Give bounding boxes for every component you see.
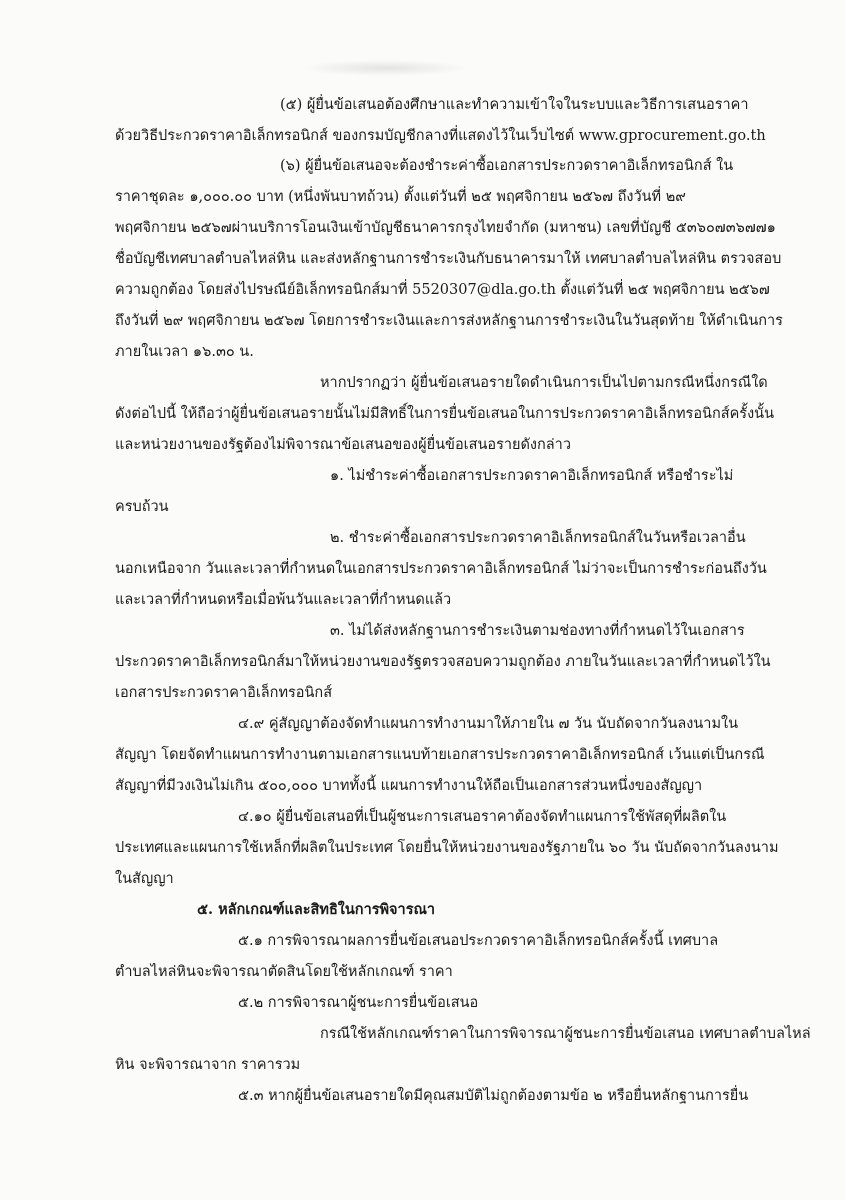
text-line: ราคาชุดละ ๑,๐๐๐.๐๐ บาท (หนึ่งพันบาทถ้วน) ตั้งแต่วันที่ ๒๕ พฤศจิกายน ๒๕๖๗ ถึงวันที่ ๒๙ [115, 189, 686, 205]
text-line: ๕.๓ หากผู้ยื่นข้อเสนอรายใดมีคุณสมบัติไม่ถูกต้องตามข้อ ๒ หรือยื่นหลักฐานการยื่น [238, 1088, 749, 1104]
text-line: ด้วยวิธีประกวดราคาอิเล็กทรอนิกส์ ของกรมบัญชีกลางที่แสดงไว้ในเว็บไซต์ www.gprocurement.go.th [115, 128, 766, 144]
section-heading: ๕. หลักเกณฑ์และสิทธิในการพิจารณา [197, 901, 436, 918]
text-line: ๕.๒ การพิจารณาผู้ชนะการยื่นข้อเสนอ [238, 995, 479, 1011]
text-line: ๕.๑ การพิจารณาผลการยื่นข้อเสนอประกวดราคาอิเล็กทรอนิกส์ครั้งนี้ เทศบาล [238, 933, 719, 949]
text-line: ประกวดราคาอิเล็กทรอนิกส์มาให้หน่วยงานของรัฐตรวจสอบความถูกต้อง ภายในวันและเวลาที่กำหนดไว้ใน [115, 654, 771, 670]
text-line: และหน่วยงานของรัฐต้องไม่พิจารณาข้อเสนอของผู้ยื่นข้อเสนอรายดังกล่าว [115, 437, 571, 453]
text-line: พฤศจิกายน ๒๕๖๗ผ่านบริการโอนเงินเข้าบัญชีธนาคารกรุงไทยจำกัด (มหาชน) เลขที่บัญชี ๕๓๖๐๗๓๖๗๗๑ [115, 220, 776, 236]
text-line: กรณีใช้หลักเกณฑ์ราคาในการพิจารณาผู้ชนะการยื่นข้อเสนอ เทศบาลตำบลไหล่ [320, 1026, 811, 1042]
text-line: ตำบลไหล่หินจะพิจารณาตัดสินโดยใช้หลักเกณฑ์ ราคา [115, 964, 453, 980]
text-line: หากปรากฏว่า ผู้ยื่นข้อเสนอรายใดดำเนินการเป็นไปตามกรณีหนึ่งกรณีใด [320, 375, 768, 391]
text-line: (๕) ผู้ยื่นข้อเสนอต้องศึกษาและทำความเข้าใจในระบบและวิธีการเสนอราคา [280, 97, 749, 113]
text-line: ๑. ไม่ชำระค่าซื้อเอกสารประกวดราคาอิเล็กทรอนิกส์ หรือชำระไม่ [330, 468, 734, 484]
text-line: ครบถ้วน [115, 499, 169, 515]
text-line: สัญญาที่มีวงเงินไม่เกิน ๕๐๐,๐๐๐ บาททั้งนี้ แผนการทำงานให้ถือเป็นเอกสารส่วนหนึ่งของสัญญา [115, 778, 703, 794]
text-line: เอกสารประกวดราคาอิเล็กทรอนิกส์ [115, 685, 333, 701]
text-line: ความถูกต้อง โดยส่งไปรษณีย์อิเล็กทรอนิกส์มาที่ 5520307@dla.go.th ตั้งแต่วันที่ ๒๕ พฤศจิกายน ๒๕๖๗ [115, 282, 770, 298]
text-line: ๓. ไม่ได้ส่งหลักฐานการชำระเงินตามช่องทางที่กำหนดไว้ในเอกสาร [330, 623, 745, 639]
text-line: หิน จะพิจารณาจาก ราคารวม [115, 1057, 301, 1073]
text-line: ๒. ชำระค่าซื้อเอกสารประกวดราคาอิเล็กทรอนิกส์ในวันหรือเวลาอื่น [330, 530, 746, 546]
text-line: สัญญา โดยจัดทำแผนการทำงานตามเอกสารแนบท้ายเอกสารประกวดราคาอิเล็กทรอนิกส์ เว้นแต่เป็นกรณี [115, 747, 765, 763]
text-line: (๖) ผู้ยื่นข้อเสนอจะต้องชำระค่าซื้อเอกสารประกวดราคาอิเล็กทรอนิกส์ ใน [280, 158, 734, 174]
text-line: นอกเหนือจาก วันและเวลาที่กำหนดในเอกสารประกวดราคาอิเล็กทรอนิกส์ ไม่ว่าจะเป็นการชำระก่อนถึงวัน [115, 561, 767, 577]
text-line: ประเทศและแผนการใช้เหล็กที่ผลิตในประเทศ โดยยื่นให้หน่วยงานของรัฐภายใน ๖๐ วัน นับถัดจากวันลงนาม [115, 840, 779, 856]
text-line: ถึงวันที่ ๒๙ พฤศจิกายน ๒๕๖๗ โดยการชำระเงินและการส่งหลักฐานการชำระเงินในวันสุดท้าย ให้ดำเนินการ [115, 313, 783, 329]
text-line: ชื่อบัญชีเทศบาลตำบลไหล่หิน และส่งหลักฐานการชำระเงินกับธนาคารมาให้ เทศบาลตำบลไหล่หิน ตรวจสอบ [115, 251, 782, 267]
text-line: ภายในเวลา ๑๖.๓๐ น. [115, 344, 254, 360]
text-line: ๔.๙ คู่สัญญาต้องจัดทำแผนการทำงานมาให้ภายใน ๗ วัน นับถัดจากวันลงนามใน [238, 716, 738, 732]
text-line: ๔.๑๐ ผู้ยื่นข้อเสนอที่เป็นผู้ชนะการเสนอราคาต้องจัดทำแผนการใช้พัสดุที่ผลิตใน [238, 809, 727, 825]
scan-smudge [300, 60, 470, 76]
text-line: ดังต่อไปนี้ ให้ถือว่าผู้ยื่นข้อเสนอรายนั้นไม่มีสิทธิ์ในการยื่นข้อเสนอในการประกวดราคาอิเล็กทรอนิกส์ครั้งนั้น [115, 406, 774, 422]
text-line: ในสัญญา [115, 871, 174, 887]
text-line: และเวลาที่กำหนดหรือเมื่อพ้นวันและเวลาที่กำหนดแล้ว [115, 592, 452, 608]
